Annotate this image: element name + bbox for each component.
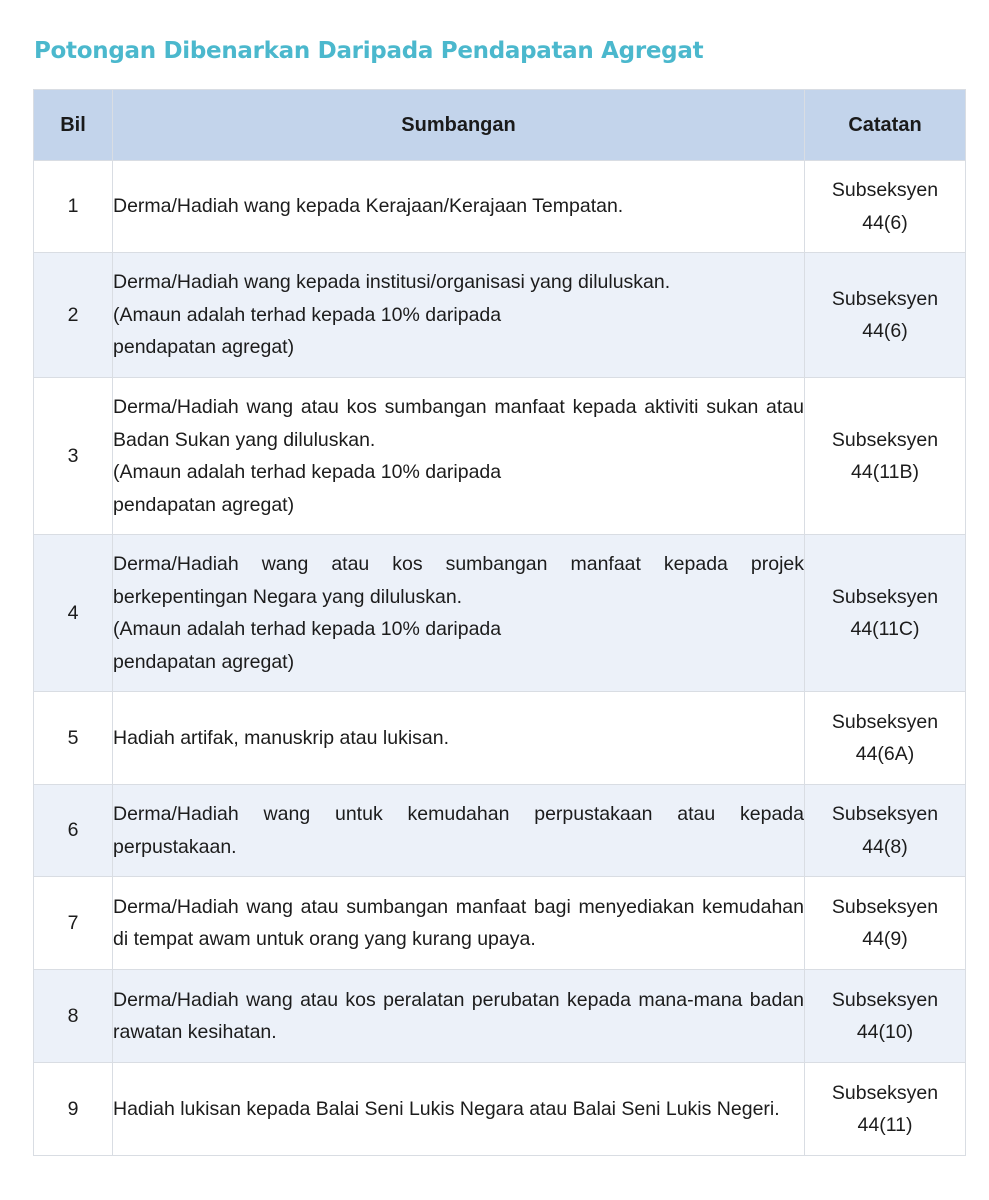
header-bil: Bil (34, 90, 113, 161)
page-title: Potongan Dibenarkan Daripada Pendapatan Agregat (34, 38, 704, 64)
description-line: (Amaun adalah terhad kepada 10% daripada (113, 461, 502, 483)
contribution-description (113, 535, 805, 692)
legal-reference (805, 378, 966, 535)
reference-line: 44(11B) (851, 461, 919, 483)
reference-line: 44(6A) (855, 743, 915, 765)
header-row (34, 90, 966, 161)
reference-line: Subseksyen (831, 428, 939, 451)
header-sumbangan: Sumbangan (113, 90, 805, 161)
row-number: 9 (34, 1063, 113, 1156)
description-line: Derma/Hadiah wang untuk kemudahan perpustakaan atau kepada perpustakaan. (113, 803, 804, 858)
table-row (34, 378, 966, 535)
reference-line: 44(11) (857, 1114, 913, 1136)
row-number: 1 (34, 161, 113, 253)
table-row (34, 877, 966, 970)
description-line: Derma/Hadiah wang kepada Kerajaan/Kerajaan Tempatan. (113, 195, 624, 218)
description-line: Hadiah lukisan kepada Balai Seni Lukis Negara atau Balai Seni Lukis Negeri. (113, 1097, 780, 1120)
contribution-description (113, 970, 805, 1063)
legal-reference (805, 692, 966, 785)
reference-line: Subseksyen (831, 710, 939, 733)
row-number: 4 (34, 535, 113, 692)
description-line: Derma/Hadiah wang kepada institusi/organisasi yang diluluskan. (113, 271, 671, 294)
contribution-description (113, 1063, 805, 1156)
deductions-table (33, 89, 966, 1156)
reference-line: 44(6) (862, 211, 908, 234)
description-line: pendapatan agregat) (113, 336, 295, 359)
reference-line: 44(11C) (850, 618, 920, 640)
legal-reference (805, 1063, 966, 1156)
contribution-description (113, 692, 805, 785)
legal-reference (805, 877, 966, 970)
table-row (34, 1063, 966, 1156)
contribution-description (113, 378, 805, 535)
table-row (34, 161, 966, 253)
row-number: 2 (34, 253, 113, 378)
legal-reference (805, 970, 966, 1063)
legal-reference (805, 161, 966, 253)
reference-line: Subseksyen (831, 1081, 939, 1104)
reference-line: Subseksyen (831, 803, 939, 825)
contribution-description (113, 161, 805, 253)
legal-reference (805, 785, 966, 877)
legal-reference (805, 253, 966, 378)
table-header (34, 90, 966, 161)
description-line: Derma/Hadiah wang atau kos sumbangan manfaat kepada aktiviti sukan atau Badan Sukan yang diluluskan. (113, 396, 804, 451)
header-catatan: Catatan (805, 90, 966, 161)
description-line: pendapatan agregat) (113, 650, 295, 673)
reference-line: Subseksyen (831, 895, 939, 918)
reference-line: 44(6) (862, 320, 908, 342)
contribution-description (113, 253, 805, 378)
description-line: pendapatan agregat) (113, 493, 295, 516)
table-row (34, 970, 966, 1063)
description-line: Derma/Hadiah wang atau sumbangan manfaat bagi menyediakan kemudahan di tempat awam untuk orang yang kurang upaya. (113, 895, 804, 950)
contribution-description (113, 877, 805, 970)
row-number: 3 (34, 378, 113, 535)
reference-line: 44(10) (856, 1021, 914, 1043)
table-row (34, 535, 966, 692)
table-row (34, 692, 966, 785)
description-line: Derma/Hadiah wang atau kos sumbangan manfaat kepada projek berkepentingan Negara yang diluluskan. (113, 553, 804, 608)
description-line: (Amaun adalah terhad kepada 10% daripada (113, 303, 502, 326)
table-body (34, 161, 966, 1156)
row-number: 8 (34, 970, 113, 1063)
reference-line: 44(8) (862, 835, 908, 858)
reference-line: Subseksyen (831, 585, 939, 608)
row-number: 5 (34, 692, 113, 785)
description-line: (Amaun adalah terhad kepada 10% daripada (113, 618, 502, 640)
description-line: Hadiah artifak, manuskrip atau lukisan. (113, 726, 450, 749)
table-row (34, 785, 966, 877)
legal-reference (805, 535, 966, 692)
row-number: 6 (34, 785, 113, 877)
contribution-description (113, 785, 805, 877)
table-row (34, 253, 966, 378)
reference-line: Subseksyen (831, 287, 939, 310)
reference-line: Subseksyen (831, 179, 939, 201)
reference-line: 44(9) (862, 928, 908, 950)
description-line: Derma/Hadiah wang atau kos peralatan perubatan kepada mana-mana badan rawatan kesihatan. (113, 988, 804, 1043)
row-number: 7 (34, 877, 113, 970)
reference-line: Subseksyen (831, 988, 939, 1011)
